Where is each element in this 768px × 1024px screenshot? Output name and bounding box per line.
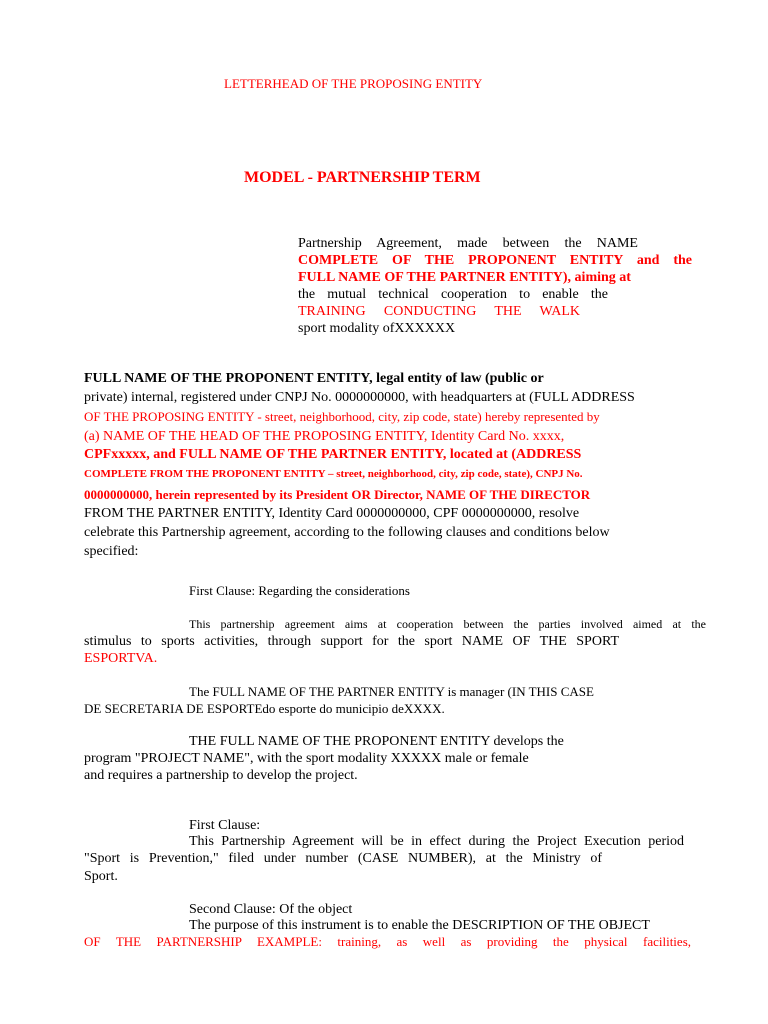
- clause-line: DE SECRETARIA DE ESPORTEdo esporte do municipio deXXXX.: [84, 701, 445, 716]
- summary-line: the mutual technical cooperation to enable the: [298, 287, 608, 302]
- parties-line: private) internal, registered under CNPJ No. 0000000000, with headquarters at (FULL ADDRESS: [84, 390, 635, 405]
- summary-line: TRAINING CONDUCTING THE WALK: [298, 304, 580, 319]
- letterhead: LETTERHEAD OF THE PROPOSING ENTITY: [224, 76, 483, 91]
- clause-line: OF THE PARTNERSHIP EXAMPLE: training, as well as providing the physical facilities,: [84, 934, 691, 949]
- clause-heading: First Clause: Regarding the considerations: [189, 583, 410, 598]
- parties-line: FROM THE PARTNER ENTITY, Identity Card 0000000000, CPF 0000000000, resolve: [84, 506, 580, 521]
- clause-line: This Partnership Agreement will be in effect during the Project Execution period: [189, 834, 684, 849]
- document-title: MODEL - PARTNERSHIP TERM: [244, 169, 481, 186]
- parties-line: celebrate this Partnership agreement, according to the following clauses and conditions below: [84, 525, 610, 540]
- clause-line: This partnership agreement aims at cooperation between the parties involved aimed at the: [189, 617, 706, 631]
- clause-line: program "PROJECT NAME", with the sport modality XXXXX male or female: [84, 751, 529, 766]
- clause-heading: First Clause:: [189, 818, 261, 833]
- clause-line: The purpose of this instrument is to enable the DESCRIPTION OF THE OBJECT: [189, 918, 650, 933]
- clause-line: "Sport is Prevention," filed under number (CASE NUMBER), at the Ministry of: [84, 851, 602, 866]
- summary-line: Partnership Agreement, made between the NAME: [298, 236, 638, 251]
- clause-line: THE FULL NAME OF THE PROPONENT ENTITY develops the: [189, 734, 564, 749]
- parties-line: CPFxxxxx, and FULL NAME OF THE PARTNER ENTITY, located at (ADDRESS: [84, 447, 582, 462]
- clause-line: ESPORTVA.: [84, 651, 158, 666]
- parties-line: OF THE PROPOSING ENTITY - street, neighborhood, city, zip code, state) hereby represented by: [84, 409, 600, 424]
- summary-line: COMPLETE OF THE PROPONENT ENTITY and the: [298, 253, 692, 268]
- clause-heading: Second Clause: Of the object: [189, 902, 353, 917]
- clause-line: stimulus to sports activities, through support for the sport NAME OF THE SPORT: [84, 634, 619, 649]
- summary-line: sport modality ofXXXXXX: [298, 321, 456, 336]
- summary-line: FULL NAME OF THE PARTNER ENTITY), aiming at: [298, 270, 631, 285]
- clause-line: The FULL NAME OF THE PARTNER ENTITY is manager (IN THIS CASE: [189, 684, 594, 699]
- clause-line: Sport.: [84, 869, 118, 884]
- parties-line: 0000000000, herein represented by its President OR Director, NAME OF THE DIRECTOR: [84, 487, 591, 502]
- parties-line: COMPLETE FROM THE PROPONENT ENTITY – street, neighborhood, city, zip code, state), CNPJ No.: [84, 468, 583, 480]
- parties-line: FULL NAME OF THE PROPONENT ENTITY, legal entity of law (public or: [84, 371, 544, 386]
- parties-line: (a) NAME OF THE HEAD OF THE PROPOSING ENTITY, Identity Card No. xxxx,: [84, 429, 565, 444]
- parties-line: specified:: [84, 544, 139, 559]
- clause-line: and requires a partnership to develop the project.: [84, 768, 358, 783]
